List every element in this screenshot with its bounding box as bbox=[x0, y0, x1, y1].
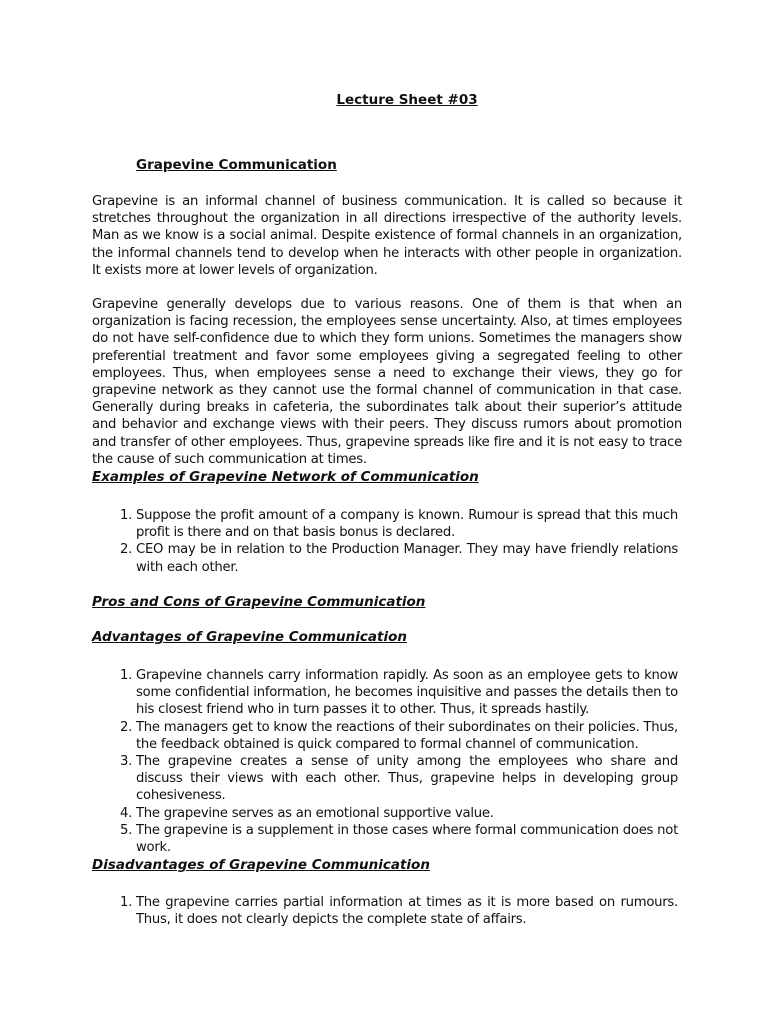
advantages-list bbox=[92, 667, 678, 856]
list-item: 2. CEO may be in relation to the Production Manager. They may have friendly relations with each other. bbox=[136, 541, 678, 575]
disadvantages-heading: Disadvantages of Grapevine Communication bbox=[92, 857, 430, 873]
list-item: 1. Suppose the profit amount of a company is known. Rumour is spread that this much profit is there and on that basis bonus is declared. bbox=[136, 507, 678, 541]
list-item: 5. The grapevine is a supplement in those cases where formal communication does not work. bbox=[136, 822, 678, 856]
examples-heading: Examples of Grapevine Network of Communication bbox=[92, 469, 479, 485]
list-item: 1. Grapevine channels carry information rapidly. As soon as an employee gets to know some confidential information, he becomes inquisitive and passes the details then to his closest friend who in turn passes it to other. Thus, it spreads hastily. bbox=[136, 667, 678, 719]
list-item: 3. The grapevine creates a sense of unity among the employees who share and discuss their views with each other. Thus, grapevine helps in developing group cohesiveness. bbox=[136, 753, 678, 805]
examples-list bbox=[92, 507, 678, 576]
list-item: 2. The managers get to know the reactions of their subordinates on their policies. Thus, the feedback obtained is quick compared to formal channel of communication. bbox=[136, 719, 678, 753]
list-item: 1. The grapevine carries partial information at times as it is more based on rumours. Thus, it does not clearly depicts the complete state of affairs. bbox=[136, 894, 678, 928]
pros-cons-heading: Pros and Cons of Grapevine Communication bbox=[92, 594, 426, 610]
list-item: 4. The grapevine serves as an emotional supportive value. bbox=[136, 805, 678, 822]
intro-paragraph: Grapevine is an informal channel of business communication. It is called so because it stretches throughout the organization in all directions irrespective of the authority levels. Man as we know is a social animal. Despite existence of formal channels in an organization, the informal channels tend to develop when he interacts with other people in organization. It exists more at lower levels of organization. bbox=[92, 194, 682, 278]
main-heading: Grapevine Communication bbox=[136, 157, 337, 173]
advantages-heading: Advantages of Grapevine Communication bbox=[92, 629, 407, 645]
disadvantages-list bbox=[92, 894, 678, 928]
reasons-paragraph: Grapevine generally develops due to various reasons. One of them is that when an organization is facing recession, the employees sense uncertainty. Also, at times employees do not have self-confidence due to which they form unions. Sometimes the managers show preferential treatment and favor some employees giving a segregated feeling to other employees. Thus, when employees sense a need to exchange their views, they go for grapevine network as they cannot use the formal channel of communication in that case. Generally during breaks in cafeteria, the subordinates talk about their superior’s attitude and behavior and exchange views with their peers. They discuss rumors about promotion and transfer of other employees. Thus, grapevine spreads like fire and it is not easy to trace the cause of such communication at times. bbox=[92, 297, 682, 467]
document-title: Lecture Sheet #03 bbox=[336, 92, 478, 108]
